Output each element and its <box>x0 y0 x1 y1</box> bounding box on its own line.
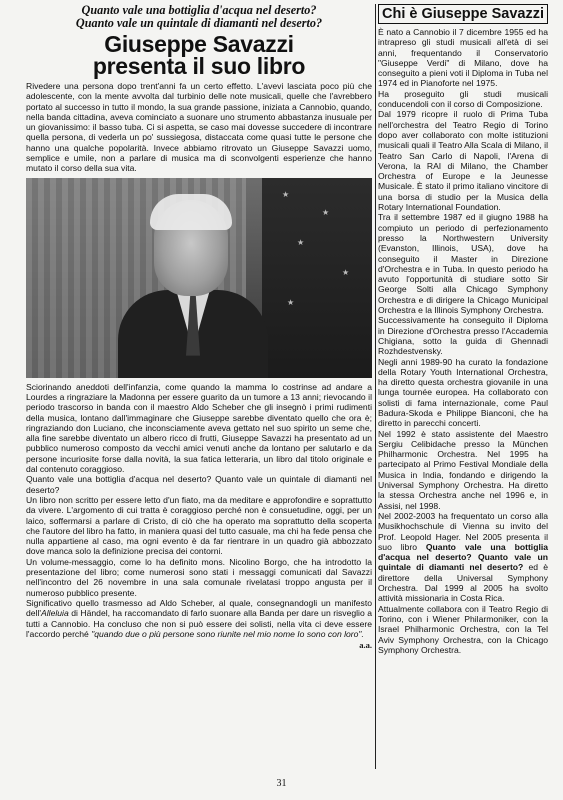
star-icon: ★ <box>342 267 350 277</box>
article-paragraph-6 <box>26 598 372 639</box>
article-paragraph-4: Un libro non scritto per essere letto d'un fiato, ma da meditare e approfondire e soprattutto da vivere. L'argomento di cui tratta è coraggioso perché non è consuetudine, oggi, per un laico, soffermarsi a parlare di Cristo, di ciò che ha operato ma soprattutto della scoperta che l'autore del libro ha fatto, in maniera quasi del tutto casuale, ma chi ha fede pensa che nulla appartiene al caso, ma ogni evento è da far rientrare in un quadro già abbozzato dove manca solo la definizione precisa dei contorni. <box>26 494 372 557</box>
sidebar-p8-text-a: Nel 2002-2003 ha frequentato un corso alla Musikhochschule di Vienna su invito del Prof. Leopold Hager. Nel 2005 presenta il suo libro <box>378 510 548 552</box>
sidebar-paragraph-9: Attualmente collabora con il Teatro Regio di Torino, con i Wiener Philarmoniker, con la Israel Philharmonic Orchestra, con la Tel Aviv Symphony Orchestra, con la Chicago Symphony Orchestra. <box>378 603 548 655</box>
article-kicker-1: Quanto vale una bottiglia d'acqua nel deserto? <box>81 3 317 17</box>
sidebar-paragraph-3: Dal 1979 ricopre il ruolo di Prima Tuba nell'orchestra del Teatro Regio di Torino dopo aver collaborato con molte istituzioni musicali quali il Teatro Alla Scala di Milano, il Teatro San Carlo di Napoli, l'Arena di Verona, la RAI di Milano, the Chamber Orchestra of Europe e la Jeunesse Musicale. È stato il primo italiano vincitore di una borsa di studio per la Musica della Rotary International Foundation. <box>378 109 548 213</box>
article-paragraph-3: Quanto vale una bottiglia d'acqua nel deserto? Quanto vale un quintale di diamanti nel deserto? <box>26 474 372 495</box>
photo-flag <box>262 178 372 378</box>
sidebar-paragraph-6: Negli anni 1989-90 ha curato la fondazione della Rotary Youth International Orchestra, ha diretto questa orchestra giovanile in una lunga tournée europea. Ha collaborato con solisti di fama internazionale, come Paul Badura-Skoda e Philippe Bianconi, che ha diretto in parecchi concerti. <box>378 356 548 429</box>
sidebar-paragraph-7: Nel 1992 è stato assistente del Maestro Sergiu Celibidache presso la München Philharmonic Orchestra. Nel 1995 ha partecipato al Primo Festival Mondiale della Musica in India, fondando e dirigendo la Universal Symphony Orchestra. Ha diretto la stessa Orchestra anche nel 1996 e, in Assisi, nel 1998. <box>378 428 548 511</box>
article-paragraph-5: Un volume-messaggio, come lo ha definito mons. Nicolino Borgo, che ha introdotto la presentazione del libro; come numerosi sono stati i messaggi comunicati dal Savazzi nell'incontro del 26 novembre in una sala comunale rivelatasi troppo angusta per il numeroso pubblico presente. <box>26 556 372 598</box>
photo-hair <box>150 194 232 230</box>
star-icon: ★ <box>322 207 330 217</box>
biography-sidebar <box>378 4 548 655</box>
article-column <box>26 4 372 650</box>
paragraph-6-emphasis: Alleluia <box>41 608 69 619</box>
sidebar-paragraph-1: È nato a Cannobio il 7 dicembre 1955 ed ha intrapreso gli studi musicali all'età di sei anni, frequentando il Conservatorio "Giuseppe Verdi" di Milano, dove ha conseguito a pieni voti il Diploma in Tuba nel 1974 ed in Pianoforte nel 1975. <box>378 27 548 89</box>
article-headline <box>26 33 372 77</box>
star-icon: ★ <box>287 297 295 307</box>
star-icon: ★ <box>297 237 305 247</box>
sidebar-paragraph-2: Ha proseguito gli studi musicali conducendoli con il corso di Composizione. <box>378 88 548 110</box>
sidebar-p8-text-c: ed è direttore della Universal Symphony Orchestra. Dal 1999 al 2005 ha svolto attività missionaria in Costa Rica. <box>378 562 548 604</box>
sidebar-paragraph-8 <box>378 511 548 604</box>
article-kicker-2: Quanto vale un quintale di diamanti nel deserto? <box>75 16 323 30</box>
sidebar-paragraph-5: Successivamente ha conseguito il Diploma in Direzione d'Orchestra presso l'Accademia Chigiana, sotto la guida di Ghennadi Rozhdestvensky. <box>378 315 548 357</box>
headline-line-2: presenta il suo libro <box>92 53 306 79</box>
portrait-photo <box>26 178 372 378</box>
article-paragraph-1: Rivedere una persona dopo trent'anni fa un certo effetto. L'avevi lasciata poco più che adolescente, con la mente avvolta dal turbinio delle note musicali, quelle che l'avrebbero portato al successo in tutto il mondo, la sua grande passione, iniziata a Cannobio, quando, nella banda cittadina, aveva cominciato a suonare uno strumento abbastanza inusuale per un giovanissimo: il basso tuba. Ci si aspetta, se caso mai dovesse succedere di incontrare quella persona, di vederla un po' sussiegosa, distaccata come quasi tutte le persone che hanno una qualche popolarità. Invece abbiamo ritrovato un Giuseppe Savazzi uomo, semplice e umile, non a parlare di musica ma di sconvolgenti esperienze che hanno mutato il corso della sua vita. <box>26 81 372 174</box>
star-icon: ★ <box>282 189 290 199</box>
article-signature: a.a. <box>359 640 372 651</box>
sidebar-title: Chi è Giuseppe Savazzi <box>378 4 548 24</box>
page-number: 31 <box>276 778 287 789</box>
paragraph-6-text-a: Significativo quello trasmesso ad Aldo Scheber, al quale, consegnandogli un manifesto dell' <box>26 597 372 619</box>
sidebar-paragraph-4: Tra il settembre 1987 ed il giugno 1988 ha compiuto un periodo di perfezionamento presso la Northwestern University (Evanston, Illinois, USA), dove ha conseguito il Master in Direzione d'Orchestra e in Tuba. In questo periodo ha avuto l'opportunità di studiare sotto Sir George Solti alla Chicago Symphony Orchestra e di dirigere la Chicago Municipal Orchestra e la Illinois Symphony Orchestra. <box>378 212 548 316</box>
sidebar-book-title: Quanto vale una bottiglia d'acqua nel deserto? Quanto vale un quintale di diamanti nel deserto? <box>378 541 548 573</box>
article-paragraph-2: Sciorinando aneddoti dell'infanzia, come quando la mamma lo costrinse ad andare a Lourdes a ringraziare la Madonna per essere guarito da un tumore a 13 anni; rievocando il periodo trascorso in banda con il maestro Aldo Scheber che gli insegnò i primi rudimenti della musica, lontano dall'immaginare che Giuseppe sarebbe diventato quello che ora è; ringraziando don Luciano, che inconsciamente aveva gettato nel suo spirito un seme che, alla fine sarebbe diventato un albero ricco di frutti, Giuseppe Savazzi ha presentato ad un pubblico numeroso composto da vecchi amici venuti anche da lontano per salutarlo e da persone incuriosite forse dalla novità, la sua fatica letteraria, un libro dal titolo originale e dal contenuto coraggioso. <box>26 381 372 475</box>
paragraph-6-quote: "quando due o più persone sono riunite nel mio nome Io sono con loro". <box>91 628 364 639</box>
paragraph-6-text-b: di Händel, ha raccomandato di farlo suonare alla Banda per dare un risveglio a tutti a Cannobio. Ha concluso che non si può essere dei solisti, nella vita ci deve essere l'accordo perché <box>26 608 372 639</box>
headline-line-1: Giuseppe Savazzi <box>104 31 294 57</box>
sidebar-body <box>378 27 548 655</box>
column-divider <box>375 4 376 769</box>
